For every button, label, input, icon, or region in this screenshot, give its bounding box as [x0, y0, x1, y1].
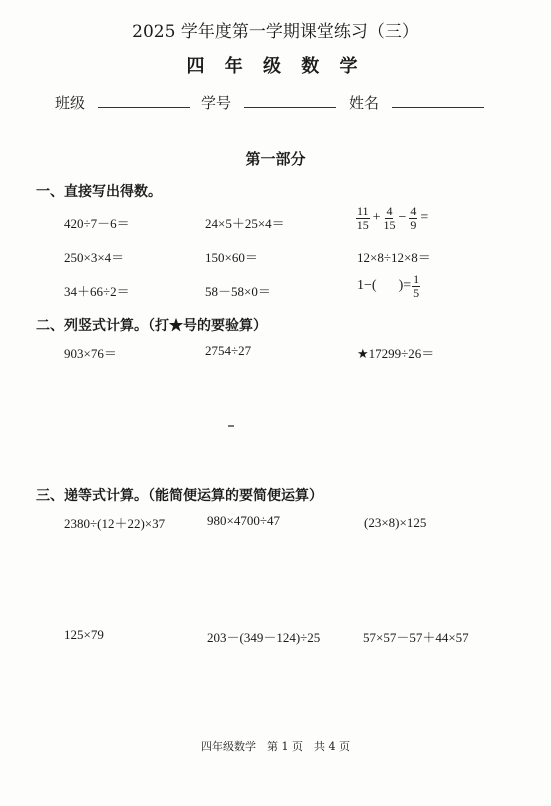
scan-speck [228, 425, 234, 427]
s1-item-3: 250×3×4＝ [64, 250, 125, 265]
id-field [201, 92, 336, 113]
name-field [349, 92, 484, 113]
section2-title: 二、列竖式计算。（打★号的要验算） [36, 318, 267, 334]
page-subtitle: 四 年 级 数 学 [186, 56, 365, 77]
s1-item-7: 58－58×0＝ [205, 284, 271, 299]
page-title: 2025 学年度第一学期课堂练习（三） [132, 22, 419, 42]
fraction: $\frac{4}{15}$ [383, 204, 396, 232]
class-label: 班级 [55, 94, 86, 112]
fraction: $\frac{1}{5}$ [413, 272, 420, 300]
class-field [55, 92, 190, 113]
s1-item-2: 24×5＋25×4＝ [205, 216, 285, 231]
fraction: $\frac{11}{15}$ [356, 204, 369, 232]
s3-item-6: 57×57－57＋44×57 [363, 630, 469, 645]
id-blank[interactable] [244, 93, 336, 108]
s1-item-blank: 1−( )= $\frac{1}{5}$ [357, 272, 420, 300]
s3-item-4: 125×79 [64, 627, 104, 642]
s3-item-5: 203－(349－124)÷25 [207, 630, 321, 645]
fraction: $\frac{4}{9}$ [410, 204, 417, 232]
class-blank[interactable] [98, 93, 190, 108]
section1-title: 一、直接写出得数。 [36, 184, 162, 200]
s3-item-3: (23×8)×125 [364, 515, 427, 530]
s3-item-2: 980×4700÷47 [207, 513, 280, 528]
name-label: 姓名 [349, 94, 380, 112]
s1-item-5: 12×8÷12×8＝ [357, 250, 431, 265]
s2-item-1: 903×76＝ [64, 346, 117, 361]
s2-item-2: 2754÷27 [205, 343, 252, 358]
part-title: 第一部分 [245, 150, 306, 168]
page-footer: 四年级数学 第 1 页 共 4 页 [201, 740, 350, 753]
s1-item-6: 34＋66÷2＝ [64, 284, 130, 299]
s3-item-1: 2380÷(12＋22)×37 [64, 516, 166, 531]
id-label: 学号 [201, 94, 232, 112]
section3-title: 三、递等式计算。（能简便运算的要简便运算） [36, 488, 323, 504]
s1-item-frac: $\frac{11}{15}$ + $\frac{4}{15}$ − $\frac{4}{9}$ = [356, 204, 429, 232]
name-blank[interactable] [392, 93, 484, 108]
s1-item-4: 150×60＝ [205, 250, 258, 265]
s1-item-1: 420÷7－6＝ [64, 216, 130, 231]
s2-item-3: ★17299÷26＝ [357, 346, 435, 361]
